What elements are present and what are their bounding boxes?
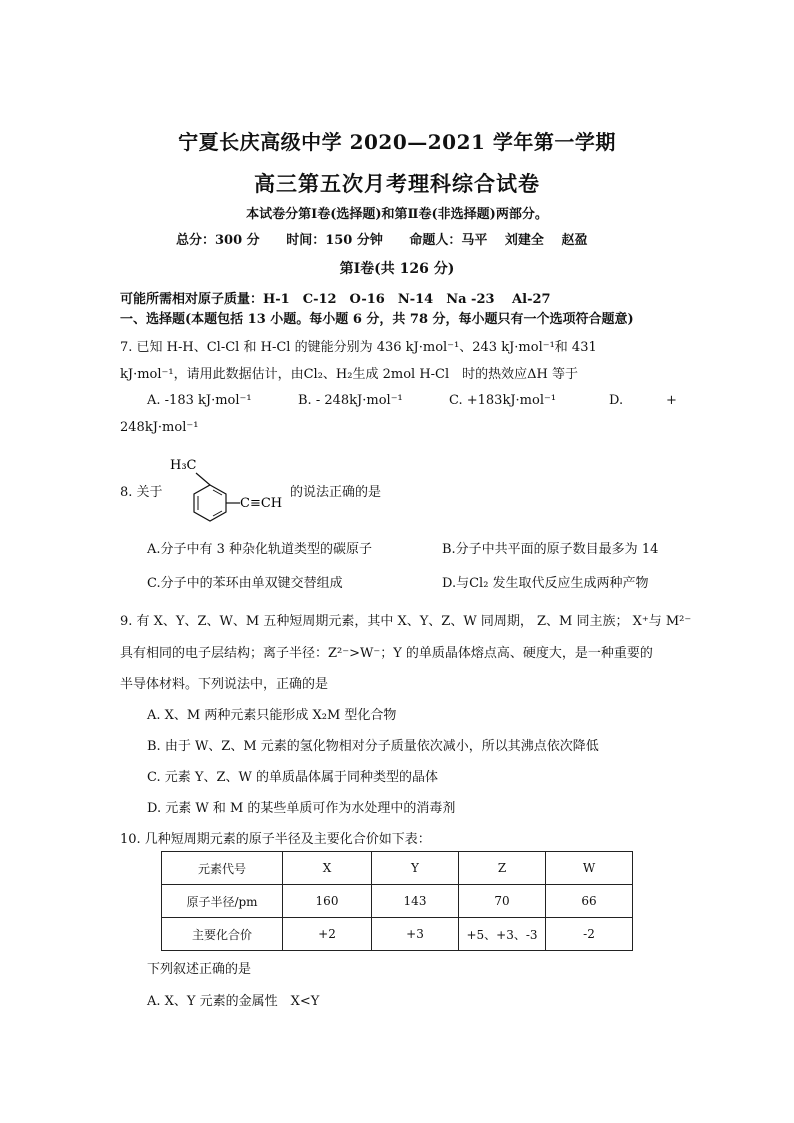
q9-option-c: C. 元素 Y、Z、W 的单质晶体属于同种类型的晶体 — [147, 770, 438, 785]
table-cell: 原子半径/pm — [162, 885, 283, 918]
q8-suffix: 的说法正确的是 — [290, 485, 382, 500]
struct-methyl-label: H₃C — [170, 458, 197, 473]
table-cell: 元素代号 — [162, 852, 283, 885]
table-row — [162, 885, 633, 918]
q8-option-c: C.分子中的苯环由单双键交替组成 — [147, 576, 343, 591]
struct-benzene-ring — [194, 485, 226, 521]
atomic-masses: 可能所需相对原子质量：H-1 C-12 O-16 N-14 Na -23 Al-27 — [120, 292, 551, 307]
table-cell: 143 — [372, 885, 459, 918]
q9-line2: 具有相同的电子层结构；离子半径：Z²⁻>W⁻；Y 的单质晶体熔点高、硬度大，是一种重要的 — [120, 646, 653, 661]
exam-meta — [176, 229, 609, 248]
school-title: 宁夏长庆高级中学 2020—2021 学年第一学期 — [178, 130, 616, 154]
table-cell: +5、+3、-3 — [459, 918, 546, 951]
q9-option-b: B. 由于 W、Z、M 元素的氢化物相对分子质量依次减小，所以其沸点依次降低 — [147, 739, 599, 754]
table-header-row — [162, 852, 633, 885]
struct-alkyne-label: C≡CH — [240, 496, 283, 511]
q7-option-a: A. -183 kJ·mol⁻¹ — [147, 393, 252, 408]
q9-option-a: A. X、M 两种元素只能形成 X₂M 型化合物 — [147, 708, 397, 723]
table-cell: +2 — [283, 918, 372, 951]
q10-option-a: A. X、Y 元素的金属性 X<Y — [147, 994, 320, 1009]
table-cell: Y — [372, 852, 459, 885]
table-cell: X — [283, 852, 372, 885]
exam-authors: 命题人：马平 刘建全 赵盈 — [409, 233, 588, 248]
q7-option-d-label: D. — [609, 393, 624, 408]
q7-option-d-sign: + — [666, 393, 677, 408]
q8-option-d: D.与Cl₂ 发生取代反应生成两种产物 — [442, 576, 649, 591]
q9-line3: 半导体材料。下列说法中，正确的是 — [120, 677, 329, 692]
q7-option-b: B. - 248kJ·mol⁻¹ — [298, 393, 403, 408]
section-title: 第Ⅰ卷(共 126 分) — [339, 261, 455, 277]
table-cell: Z — [459, 852, 546, 885]
q7-option-d-value: 248kJ·mol⁻¹ — [120, 420, 199, 435]
table-cell: 66 — [546, 885, 633, 918]
q9-option-d: D. 元素 W 和 M 的某些单质可作为水处理中的消毒剂 — [147, 801, 456, 816]
table-cell: 主要化合价 — [162, 918, 283, 951]
q10-stem: 10. 几种短周期元素的原子半径及主要化合价如下表： — [120, 832, 431, 847]
q8-option-b: B.分子中共平面的原子数目最多为 14 — [442, 542, 659, 557]
table-row — [162, 918, 633, 951]
q7-line2: kJ·mol⁻¹，请用此数据估计，由Cl₂、H₂生成 2mol H-Cl 时的热效应ΔH 等于 — [120, 367, 579, 382]
exam-title: 高三第五次月考理科综合试卷 — [254, 171, 540, 196]
q8-option-a: A.分子中有 3 种杂化轨道类型的碳原子 — [147, 542, 373, 557]
table-cell: -2 — [546, 918, 633, 951]
table-cell: W — [546, 852, 633, 885]
q10-follow: 下列叙述正确的是 — [147, 962, 252, 977]
m-methylphenylacetylene-structure — [162, 455, 302, 535]
exam-time: 时间：150 分钟 — [286, 233, 383, 248]
table-cell: +3 — [372, 918, 459, 951]
table-cell: 70 — [459, 885, 546, 918]
q8-prefix: 8. 关于 — [120, 485, 163, 500]
q7-line1: 7. 已知 H-H、Cl-Cl 和 H-Cl 的键能分别为 436 kJ·mol⁻¹、243 kJ·mol⁻¹和 431 — [120, 340, 597, 355]
exam-note: 本试卷分第Ⅰ卷(选择题)和第Ⅱ卷(非选择题)两部分。 — [246, 207, 548, 222]
struct-methyl-bond — [196, 473, 210, 485]
q7-option-c: C. +183kJ·mol⁻¹ — [449, 393, 557, 408]
element-table — [161, 851, 633, 951]
table-cell: 160 — [283, 885, 372, 918]
q9-line1: 9. 有 X、Y、Z、W、M 五种短周期元素，其中 X、Y、Z、W 同周期， Z、M 同主族； X⁺与 M²⁻ — [120, 614, 692, 629]
part-one-intro: 一、选择题(本题包括 13 小题。每小题 6 分，共 78 分，每小题只有一个选项符合题意) — [120, 312, 634, 327]
total-score: 总分：300 分 — [176, 233, 260, 248]
